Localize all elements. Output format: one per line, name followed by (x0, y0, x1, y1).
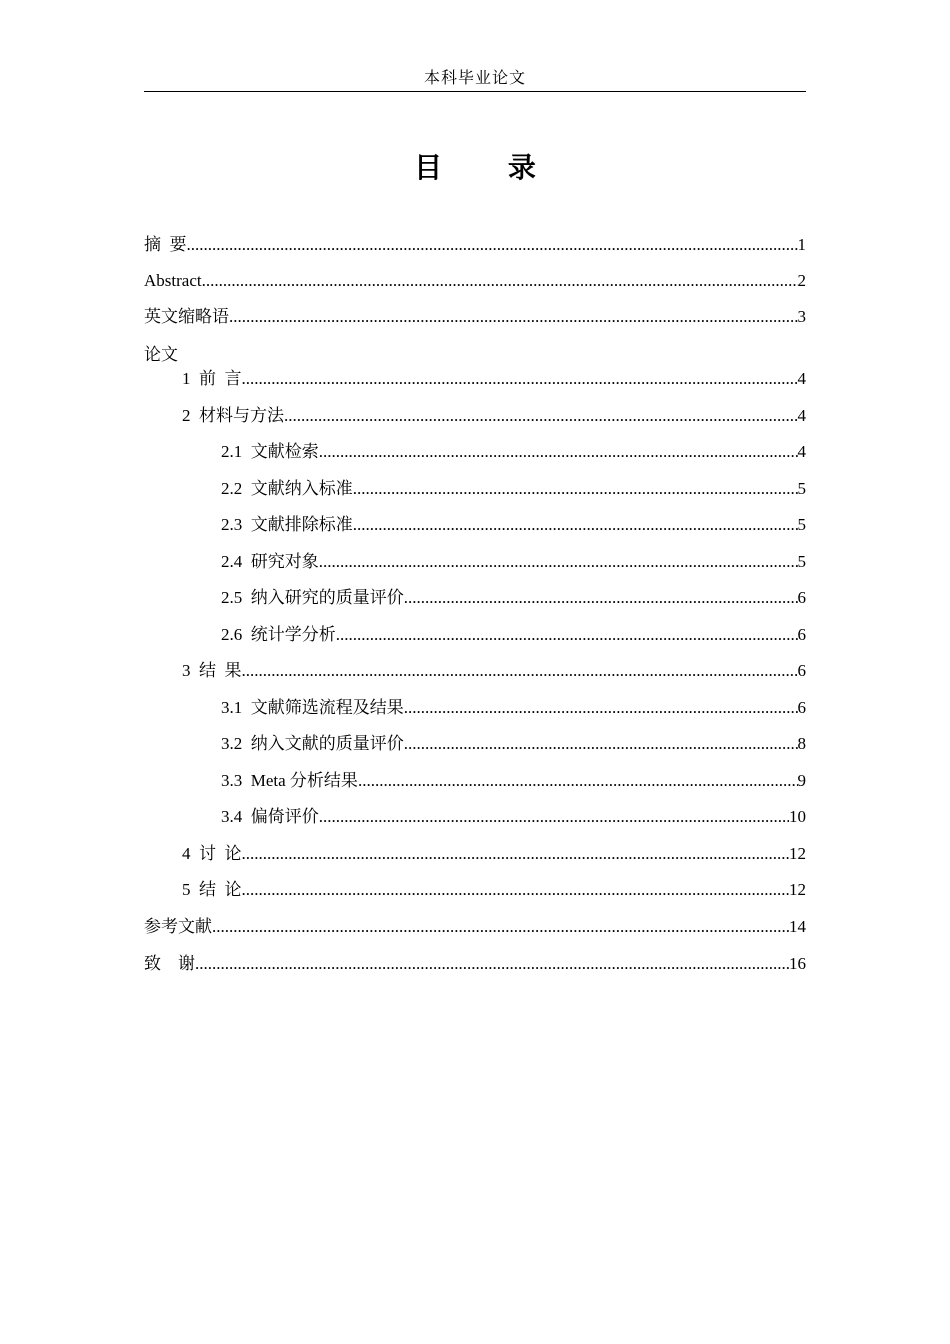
toc-entry-page: 6 (797, 625, 806, 644)
toc-entry-label: 4 讨 论 (182, 844, 242, 863)
leader-dots (202, 270, 798, 292)
toc-entry-label: 2.4 研究对象 (221, 552, 319, 571)
leader-dots (319, 806, 789, 828)
toc-entry-2-3[interactable] (221, 506, 806, 536)
toc-entry-2[interactable] (182, 397, 806, 427)
toc-entry-acknowledgements[interactable] (144, 945, 806, 975)
leader-dots (319, 441, 798, 463)
toc-entry-label: 2.3 文献排除标准 (221, 515, 353, 534)
toc-entry-1[interactable] (182, 360, 806, 390)
leader-dots (187, 234, 798, 256)
toc-entry-abbreviations[interactable] (144, 298, 806, 328)
toc-entry-page: 9 (797, 771, 806, 790)
toc-entry-page: 14 (789, 917, 806, 936)
toc-entry-label: 2.2 文献纳入标准 (221, 479, 353, 498)
leader-dots (353, 478, 798, 500)
leader-dots (404, 697, 798, 719)
toc-entry-page: 5 (797, 479, 806, 498)
toc-entry-label: 致 谢 (144, 954, 195, 973)
toc-entry-2-4[interactable] (221, 543, 806, 573)
toc-entry-references[interactable] (144, 908, 806, 938)
toc-entry-page: 12 (789, 880, 806, 899)
leader-dots (319, 551, 798, 573)
leader-dots (242, 368, 798, 390)
toc-entry-label: 3.3 Meta 分析结果 (221, 771, 358, 790)
running-header: 本科毕业论文 (144, 68, 806, 92)
leader-dots (336, 624, 798, 646)
leader-dots (242, 843, 790, 865)
toc-entry-label: 3.2 纳入文献的质量评价 (221, 734, 404, 753)
toc-entry-label: 英文缩略语 (144, 307, 229, 326)
toc-entry-page: 4 (797, 406, 806, 425)
toc-entry-3-2[interactable] (221, 725, 806, 755)
toc-entry-label: 2.1 文献检索 (221, 442, 319, 461)
toc-entry-label: 3 结 果 (182, 661, 242, 680)
toc-entry-label: 3.4 偏倚评价 (221, 807, 319, 826)
toc-entry-label: 2.5 纳入研究的质量评价 (221, 588, 404, 607)
toc-entry-3-4[interactable] (221, 798, 806, 828)
toc-entry-3-3[interactable] (221, 762, 806, 792)
leader-dots (242, 879, 790, 901)
toc-entry-label: 2 材料与方法 (182, 406, 284, 425)
toc-entry-abstract-cn[interactable] (144, 226, 806, 256)
toc-entry-page: 8 (797, 734, 806, 753)
toc-entry-label: 2.6 统计学分析 (221, 625, 336, 644)
toc-entry-abstract-en[interactable] (144, 262, 806, 292)
toc-entry-2-6[interactable] (221, 616, 806, 646)
toc-entry-2-2[interactable] (221, 470, 806, 500)
toc-entry-label: 1 前 言 (182, 369, 242, 388)
toc-entry-page: 6 (797, 698, 806, 717)
toc-entry-label: Abstract (144, 271, 202, 290)
toc-entry-page: 4 (797, 369, 806, 388)
toc-entry-4[interactable] (182, 835, 806, 865)
toc-entry-page: 6 (797, 661, 806, 680)
toc-entry-label: 摘 要 (144, 235, 187, 254)
toc-entry-3[interactable] (182, 652, 806, 682)
toc-entry-page: 16 (789, 954, 806, 973)
leader-dots (212, 916, 789, 938)
leader-dots (195, 953, 789, 975)
toc-entry-3-1[interactable] (221, 689, 806, 719)
toc-entry-page: 10 (789, 807, 806, 826)
toc-entry-page: 2 (797, 271, 806, 290)
toc-entry-label: 5 结 论 (182, 880, 242, 899)
leader-dots (404, 733, 798, 755)
leader-dots (229, 306, 798, 328)
toc-entry-page: 12 (789, 844, 806, 863)
toc-entry-page: 5 (797, 515, 806, 534)
toc-entry-label: 论文 (144, 345, 178, 364)
leader-dots (242, 660, 798, 682)
page-title: 目 录 (414, 151, 564, 184)
toc-entry-page: 1 (797, 235, 806, 254)
toc-entry-page: 6 (797, 588, 806, 607)
toc-entry-2-1[interactable] (221, 433, 806, 463)
toc-entry-page: 3 (797, 307, 806, 326)
toc-entry-page: 5 (797, 552, 806, 571)
leader-dots (358, 770, 798, 792)
leader-dots (404, 587, 798, 609)
toc-entry-5[interactable] (182, 871, 806, 901)
toc-entry-label: 3.1 文献筛选流程及结果 (221, 698, 404, 717)
toc-entry-page: 4 (797, 442, 806, 461)
toc-entry-label: 参考文献 (144, 917, 212, 936)
toc-entry-2-5[interactable] (221, 579, 806, 609)
leader-dots (353, 514, 798, 536)
leader-dots (284, 405, 798, 427)
